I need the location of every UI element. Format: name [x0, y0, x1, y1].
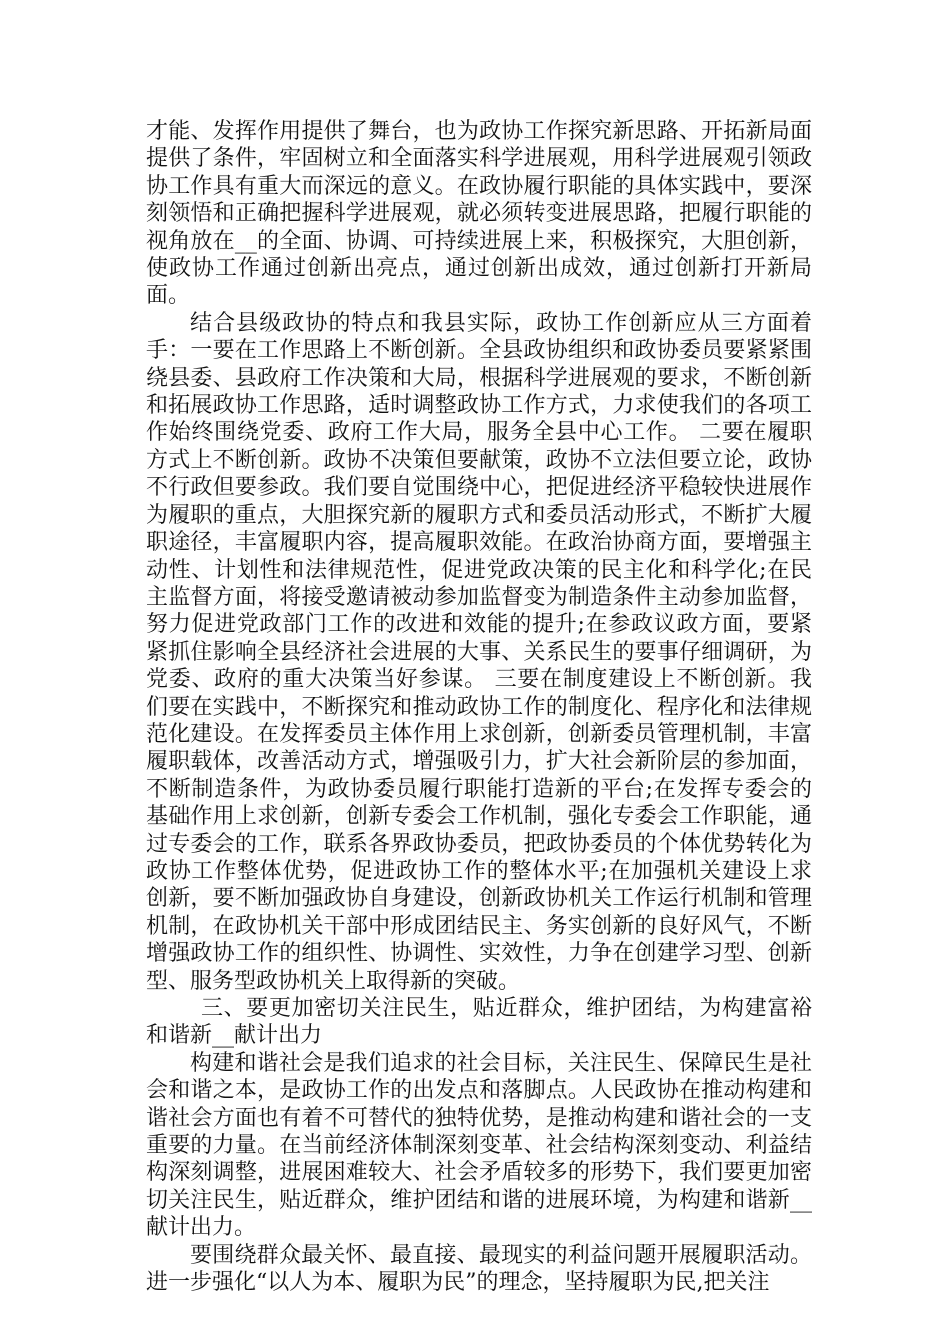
section-heading-three: 三、要更加密切关注民生，贴近群众，维护团结，为构建富裕和谐新__献计出力 — [146, 996, 812, 1049]
paragraph-harmony: 构建和谐社会是我们追求的社会目标，关注民生、保障民生是社会和谐之本，是政协工作的出发点和落脚点。人民政协在推动构建和谐社会方面也有着不可替代的独特优势，是推动构建和谐社会的一支重要的力量。在当前经济体制深刻变革、社会结构深刻变动、利益结构深刻调整，进展困难较大、社会矛盾较多的形势下，我们要更加密切关注民生，贴近群众，维护团结和谐的进展环境，为构建和谐新__献计出力。 — [146, 1050, 812, 1241]
paragraph-livelihood: 要围绕群众最关怀、最直接、最现实的利益问题开展履职活动。进一步强化“以人为本、履职为民”的理念，坚持履职为民,把关注 — [146, 1242, 812, 1296]
paragraph-innovation: 结合县级政协的特点和我县实际，政协工作创新应从三方面着手：一要在工作思路上不断创新。全县政协组织和政协委员要紧紧围绕县委、县政府工作决策和大局，根据科学进展观的要求，不断创新和拓展政协工作思路，适时调整政协工作方式，力求使我们的各项工作始终围绕党委、政府工作大局，服务全县中心工作。 二要在履职方式上不断创新。政协不决策但要献策，政协不立法但要立论，政协不行政但要参政。我们要自觉围绕中心，把促进经济平稳较快进展作为履职的重点，大胆探究新的履职方式和委员活动形式，不断扩大履职途径，丰富履职内容，提高履职效能。在政治协商方面，要增强主动性、计划性和法律规范性，促进党政决策的民主化和科学化;在民主监督方面，将接受邀请被动参加监督变为制造条件主动参加监督，努力促进党政部门工作的改进和效能的提升;在参政议政方面，要紧紧抓住影响全县经济社会进展的大事、关系民生的要事仔细调研，为党委、政府的重大决策当好参谋。 三要在制度建设上不断创新。我们要在实践中，不断探究和推动政协工作的制度化、程序化和法律规范化建设。在发挥委员主体作用上求创新，创新委员管理机制，丰富履职载体，改善活动方式，增强吸引力，扩大社会新阶层的参加面，不断制造条件，为政协委员履行职能打造新的平台;在发挥专委会的基础作用上求创新，创新专委会工作机制，强化专委会工作职能，通过专委会的工作，联系各界政协委员，把政协委员的个体优势转化为政协工作整体优势，促进政协工作的整体水平;在加强机关建设上求创新，要不断加强政协自身建设，创新政协机关工作运行机制和管理机制，在政协机关干部中形成团结民主、务实创新的良好风气，不断增强政协工作的组织性、协调性、实效性，力争在创建学习型、创新型、服务型政协机关上取得新的突破。 — [146, 310, 812, 994]
document-page — [146, 118, 812, 1296]
paragraph-continuation: 才能、发挥作用提供了舞台，也为政协工作探究新思路、开拓新局面提供了条件，牢固树立和全面落实科学进展观，用科学进展观引领政协工作具有重大而深远的意义。在政协履行职能的具体实践中，要深刻领悟和正确把握科学进展观，就必须转变进展思路，把履行职能的视角放在__的全面、协调、可持续进展上来，积极探究，大胆创新，使政协工作通过创新出亮点，通过创新出成效，通过创新打开新局面。 — [146, 119, 812, 309]
